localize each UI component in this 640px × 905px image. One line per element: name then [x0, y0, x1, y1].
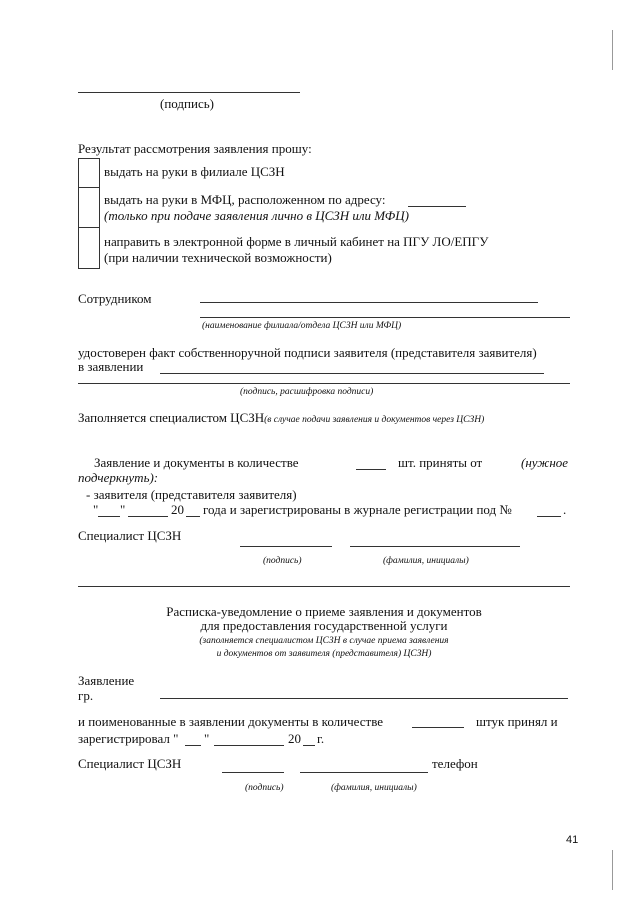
- receipt-title-2: для предоставления государственной услуги: [200, 618, 448, 633]
- receipt-phone-label: телефон: [432, 756, 478, 771]
- specialist-name-caption: (фамилия, инициалы): [383, 556, 469, 566]
- receipt-sig-caption: (подпись): [245, 783, 284, 793]
- receipt-line-2-d: г.: [317, 731, 325, 746]
- date-year-blank: [186, 516, 200, 517]
- employee-label: Сотрудником: [78, 291, 152, 306]
- specialist-heading-text: Заполняется специалистом ЦСЗН: [78, 410, 265, 425]
- page-edge-line: [612, 30, 613, 70]
- option-3-label: направить в электронной форме в личный кабинет на ПГУ ЛО/ЕПГУ: [104, 234, 489, 249]
- specialist-p1-c: (нужное: [521, 455, 569, 470]
- specialist-p1-d: подчеркнуть):: [78, 470, 159, 485]
- option-3-note: (при наличии технической возможности): [104, 250, 332, 265]
- option-checkbox-1[interactable]: [78, 158, 100, 188]
- option-checkbox-3[interactable]: [78, 227, 100, 269]
- receipt-signer-label: Специалист ЦСЗН: [78, 756, 182, 771]
- date-q2: ": [120, 502, 126, 517]
- section-separator: [78, 586, 570, 587]
- specialist-sign-line: [240, 546, 332, 547]
- specialist-sig-caption: (подпись): [263, 556, 302, 566]
- certification-line-1: удостоверен факт собственноручной подписи заявителя (представителя заявителя): [78, 345, 537, 360]
- certification-blank: [160, 373, 544, 374]
- specialist-p1-a: Заявление и документы в количестве: [94, 455, 299, 470]
- receipt-line-1-end: штук принял и: [476, 714, 558, 729]
- receipt-day-blank: [185, 745, 201, 746]
- date-month-blank: [128, 516, 168, 517]
- receipt-month-blank: [214, 745, 284, 746]
- receipt-quantity-blank: [412, 727, 464, 728]
- specialist-item: - заявителя (представителя заявителя): [86, 487, 297, 502]
- date-20: 20: [171, 502, 184, 517]
- receipt-name-caption: (фамилия, инициалы): [331, 783, 417, 793]
- receipt-year-blank: [303, 745, 315, 746]
- receipt-line-2-a: зарегистрировал ": [78, 731, 179, 746]
- receipt-name-line: [300, 772, 428, 773]
- certification-line-2: в заявлении: [78, 359, 144, 374]
- specialist-signer-label: Специалист ЦСЗН: [78, 528, 182, 543]
- reg-number-blank: [537, 516, 561, 517]
- page-edge-line: [612, 850, 613, 890]
- option-2-note: (только при подаче заявления лично в ЦСЗН или МФЦ): [104, 208, 409, 223]
- specialist-heading-note: (в случае подачи заявления и документов через ЦСЗН): [264, 415, 485, 425]
- receipt-note-1: (заполняется специалистом ЦСЗН в случае приема заявления: [199, 636, 449, 646]
- date-dot: .: [563, 502, 567, 517]
- receipt-title-1: Расписка-уведомление о приеме заявления и документов: [166, 604, 482, 619]
- employee-line-1: [200, 302, 538, 303]
- option-checkbox-2[interactable]: [78, 187, 100, 228]
- receipt-note-2: и документов от заявителя (представителя) ЦСЗН): [216, 649, 432, 659]
- certification-sign-line: [78, 383, 570, 384]
- receipt-line-2-c: 20: [288, 731, 301, 746]
- result-request-title: Результат рассмотрения заявления прошу:: [78, 141, 312, 156]
- signature-label: (подпись): [160, 96, 214, 111]
- signature-line-top: [78, 92, 300, 93]
- receipt-sign-line: [222, 772, 284, 773]
- specialist-name-line: [350, 546, 520, 547]
- option-1-label: выдать на руки в филиале ЦСЗН: [104, 164, 285, 179]
- receipt-line-2-b: ": [204, 731, 210, 746]
- receipt-applicant-line: [160, 698, 568, 699]
- date-rest: года и зарегистрированы в журнале регистрации под №: [203, 502, 512, 517]
- certification-caption: (подпись, расшифровка подписи): [240, 387, 374, 397]
- receipt-gr-label: гр.: [78, 688, 94, 703]
- date-q1: ": [93, 502, 99, 517]
- address-line: [408, 206, 466, 207]
- page-number: 41: [566, 834, 579, 846]
- specialist-p1-b: шт. приняты от: [398, 455, 483, 470]
- quantity-blank: [356, 469, 386, 470]
- receipt-app-label: Заявление: [78, 673, 135, 688]
- date-day-blank: [98, 516, 120, 517]
- specialist-heading: [78, 410, 484, 426]
- employee-line-2: [200, 317, 570, 318]
- option-2-label: выдать на руки в МФЦ, расположенном по адресу:: [104, 192, 386, 207]
- receipt-line-1: и поименованные в заявлении документы в количестве: [78, 714, 384, 729]
- employee-caption: (наименование филиала/отдела ЦСЗН или МФЦ): [202, 321, 402, 331]
